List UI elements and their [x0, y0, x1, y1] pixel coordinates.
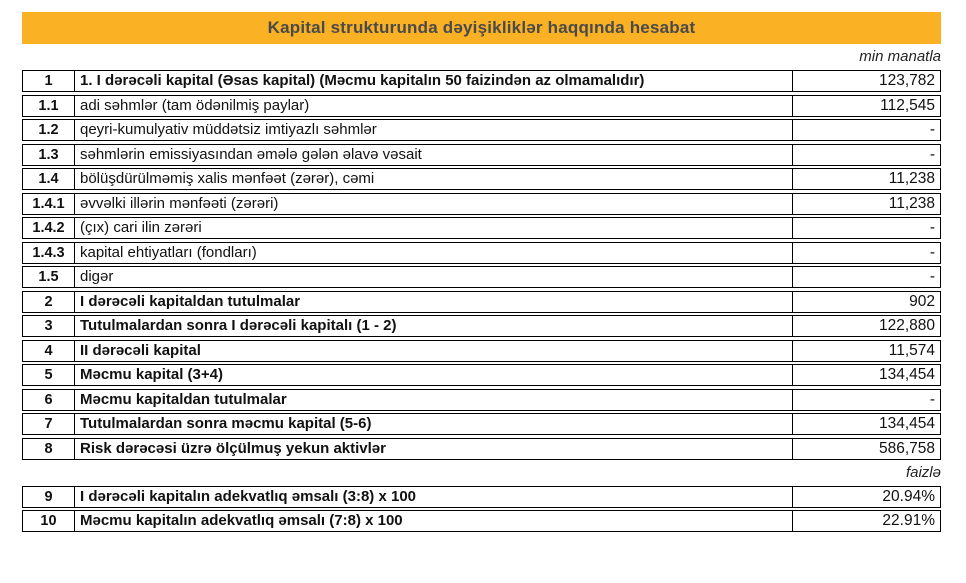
table-row: [22, 364, 941, 386]
row-label-cell: I dərəcəli kapitalın adekvatlıq əmsalı (3:8) x 100: [80, 487, 416, 505]
table-row: [22, 168, 941, 190]
row-label-cell: Məcmu kapitalın adekvatlıq əmsalı (7:8) x 100: [80, 512, 403, 529]
row-label-cell: Tutulmalardan sonra məcmu kapital (5-6): [80, 415, 372, 432]
row-number-cell: 2: [23, 292, 75, 312]
row-number-cell: 1.5: [23, 267, 75, 287]
table-row: [22, 486, 941, 508]
row-label-cell: I dərəcəli kapitaldan tutulmalar: [80, 292, 301, 310]
row-label-cell: Məcmu kapital (3+4): [80, 366, 223, 383]
row-value-cell: 586,758: [792, 439, 940, 459]
row-value-cell: -: [792, 120, 940, 140]
table-row: [22, 389, 941, 411]
row-value-cell: 22.91%: [792, 511, 940, 531]
row-number-cell: 6: [23, 390, 75, 410]
row-number-cell: 1: [23, 71, 75, 91]
row-value-cell: 134,454: [792, 365, 940, 385]
row-value-cell: 123,782: [792, 71, 940, 91]
row-label-cell: digər: [80, 268, 114, 285]
row-label-cell: Tutulmalardan sonra I dərəcəli kapitalı (1 - 2): [80, 317, 397, 334]
row-value-cell: 122,880: [792, 316, 940, 336]
unit-note-faizle: faizlə: [905, 463, 941, 481]
row-number-cell: 1.4: [23, 169, 75, 189]
table-row: [22, 510, 941, 532]
row-number-cell: 3: [23, 316, 75, 336]
row-number-cell: 1.4.1: [23, 194, 75, 214]
row-value-cell: 11,574: [792, 341, 940, 361]
row-number-cell: 1.4.2: [23, 218, 75, 238]
row-number-cell: 1.2: [23, 120, 75, 140]
row-number-cell: 1.3: [23, 145, 75, 165]
row-value-cell: -: [792, 145, 940, 165]
row-number-cell: 10: [23, 511, 75, 531]
row-number-cell: 7: [23, 414, 75, 434]
row-label-cell: əvvəlki illərin mənfəəti (zərəri): [80, 194, 279, 212]
table-row: [22, 315, 941, 337]
row-number-cell: 1.4.3: [23, 243, 75, 263]
row-value-cell: 902: [792, 292, 940, 312]
capital-structure-table: [22, 70, 941, 460]
row-value-cell: 11,238: [792, 169, 940, 189]
row-label-cell: adi səhmlər (tam ödənilmiş paylar): [80, 96, 310, 114]
table-row: [22, 340, 941, 362]
row-label-cell: Risk dərəcəsi üzrə ölçülmuş yekun aktivlər: [80, 439, 386, 457]
row-value-cell: 134,454: [792, 414, 940, 434]
row-label-cell: bölüşdürülməmiş xalis mənfəət (zərər), cəmi: [80, 170, 375, 187]
row-value-cell: 112,545: [792, 96, 940, 116]
row-label-cell: 1. I dərəcəli kapital (Əsas kapital) (Məcmu kapitalın 50 faizindən az olmamalıdır): [80, 72, 645, 89]
row-label-cell: qeyri-kumulyativ müddətsiz imtiyazlı səhmlər: [80, 121, 377, 138]
table-row: [22, 438, 941, 460]
row-value-cell: 20.94%: [792, 487, 940, 507]
row-value-cell: -: [792, 390, 940, 410]
row-number-cell: 4: [23, 341, 75, 361]
row-label-cell: Məcmu kapitaldan tutulmalar: [80, 390, 287, 408]
row-label-cell: II dərəcəli kapital: [80, 341, 201, 359]
adequacy-ratio-table: [22, 486, 941, 533]
page-title: Kapital strukturunda dəyişikliklər haqqında hesabat: [267, 18, 696, 37]
row-label-cell: (çıx) cari ilin zərəri: [80, 219, 202, 236]
table-row: [22, 413, 941, 435]
report-title-bar: [22, 12, 941, 44]
row-value-cell: -: [792, 243, 940, 263]
table-row: [22, 95, 941, 117]
row-number-cell: 9: [23, 487, 75, 507]
row-number-cell: 5: [23, 365, 75, 385]
row-value-cell: -: [792, 218, 940, 238]
row-value-cell: 11,238: [792, 194, 940, 214]
row-label-cell: kapital ehtiyatları (fondları): [80, 243, 257, 261]
table-row: [22, 144, 941, 166]
table-row: [22, 266, 941, 288]
row-value-cell: -: [792, 267, 940, 287]
table-row: [22, 70, 941, 92]
table-row: [22, 291, 941, 313]
table-row: [22, 119, 941, 141]
table-row: [22, 217, 941, 239]
row-number-cell: 8: [23, 439, 75, 459]
table-row: [22, 242, 941, 264]
row-number-cell: 1.1: [23, 96, 75, 116]
table-row: [22, 193, 941, 215]
unit-note-min-manatla: min manatla: [859, 48, 941, 65]
row-label-cell: səhmlərin emissiyasından əmələ gələn əlavə vəsait: [80, 145, 422, 163]
